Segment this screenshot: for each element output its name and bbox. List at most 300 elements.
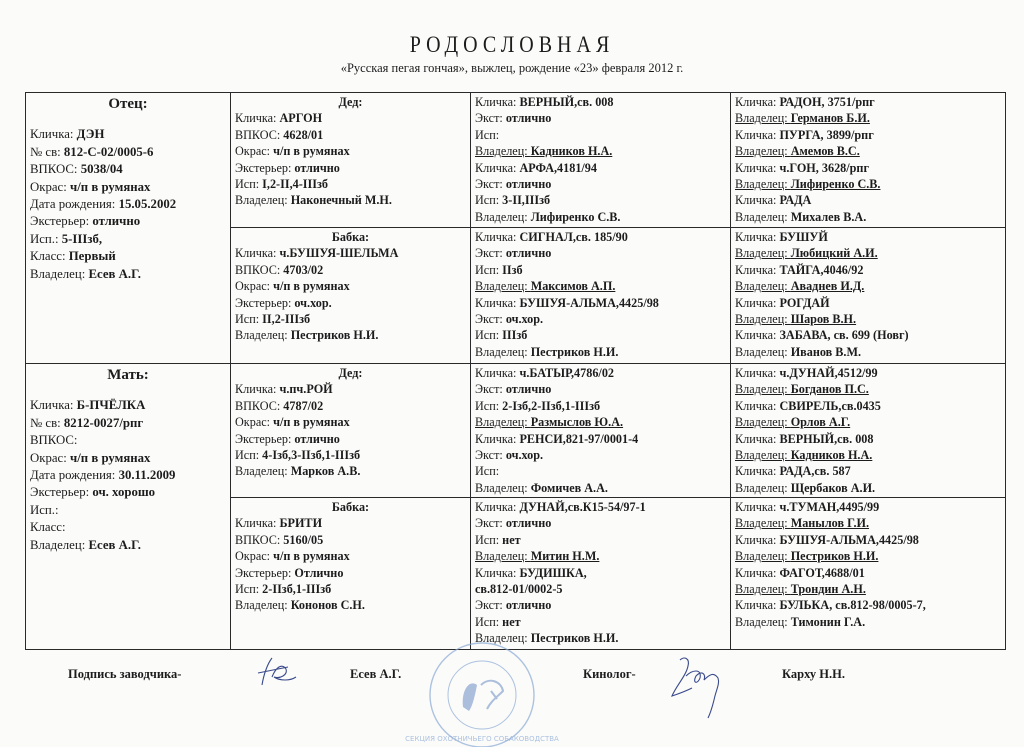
- field-label: Владелец:: [235, 598, 291, 613]
- pedigree-line: [735, 581, 1001, 597]
- pedigree-table: [25, 92, 1006, 650]
- field-value: ВЕРНЫЙ,св. 008: [519, 95, 614, 109]
- field-label: Владелец:: [735, 246, 791, 261]
- pedigree-line: [735, 110, 1001, 126]
- pedigree-lines: [735, 499, 1001, 630]
- pedigree-line: [30, 450, 226, 467]
- field-value: Амемов В.С.: [790, 144, 860, 159]
- field-label: Владелец:: [30, 266, 89, 281]
- field-value: Наконечный М.Н.: [290, 193, 392, 208]
- field-label: Исп:: [475, 127, 500, 142]
- field-label: Класс:: [30, 249, 69, 264]
- field-label: Кличка:: [735, 366, 780, 380]
- pedigree-line: [235, 160, 466, 176]
- pedigree-line: [235, 515, 466, 531]
- field-label: Владелец:: [735, 344, 791, 359]
- field-value: РАДА,св. 587: [779, 464, 851, 479]
- pedigree-line: [735, 94, 1001, 110]
- field-value: ч/п в румянах: [69, 179, 151, 194]
- field-value: отлично: [505, 598, 552, 613]
- field-label: Исп:: [475, 532, 503, 547]
- pedigree-line: [475, 548, 726, 564]
- pedigree-line: [235, 143, 466, 159]
- field-value: Кадников Н.А.: [530, 144, 613, 159]
- field-label: Дата рождения:: [30, 468, 119, 483]
- pedigree-line: [30, 397, 226, 414]
- pedigree-line: [475, 597, 726, 613]
- pedigree-line: [475, 365, 726, 381]
- pedigree-line: [735, 327, 1001, 343]
- field-value: РАДА: [779, 193, 812, 208]
- great-great-grandparents-cell-2: [731, 228, 1006, 364]
- pedigree-line: [735, 614, 1001, 630]
- pedigree-line: [735, 532, 1001, 548]
- pedigree-line: [475, 344, 726, 360]
- pedigree-line: [475, 532, 726, 548]
- field-label: Экст:: [475, 382, 506, 397]
- field-value: IIзб: [502, 262, 523, 277]
- pedigree-line: [475, 127, 726, 143]
- pedigree-line: [735, 447, 1001, 463]
- field-label: Кличка:: [30, 398, 77, 413]
- pedigree-line: [30, 161, 226, 178]
- field-label: ВПКОС:: [235, 532, 284, 547]
- pedigree-line: [30, 179, 226, 196]
- field-value: ч.БАТЫР,4786/02: [519, 366, 615, 380]
- field-value: Михалев В.А.: [790, 209, 867, 224]
- pedigree-line: [735, 515, 1001, 531]
- field-value: 8212-0027/рпг: [63, 415, 144, 430]
- pedigree-line: [735, 229, 1001, 245]
- svg-text:СЕКЦИЯ ОХОТНИЧЬЕГО СОБАКОВОДСТ: СЕКЦИЯ ОХОТНИЧЬЕГО СОБАКОВОДСТВА: [405, 735, 559, 743]
- pedigree-line: [235, 245, 466, 261]
- field-value: СВИРЕЛЬ,св.0435: [779, 398, 881, 413]
- field-value: Манылов Г.И.: [790, 516, 870, 531]
- pedigree-line: [235, 262, 466, 278]
- field-label: Владелец:: [735, 614, 791, 629]
- pedigree-line: [235, 532, 466, 548]
- field-value: ч.ТУМАН,4495/99: [779, 500, 880, 514]
- pedigree-line: [475, 480, 726, 496]
- field-label: Кличка:: [235, 516, 280, 531]
- pedigree-line: [735, 597, 1001, 613]
- great-great-grandparents-cell-1: [731, 93, 1006, 228]
- grandparent-heading: Бабка:: [331, 230, 370, 244]
- pedigree-line: [235, 414, 466, 430]
- field-label: Владелец:: [735, 549, 791, 564]
- field-value: ФАГОТ,4688/01: [779, 565, 865, 580]
- field-value: отлично: [505, 516, 552, 531]
- field-value: ч.БУШУЯ-ШЕЛЬМА: [279, 246, 399, 261]
- great-great-grandparents-cell-3: [731, 364, 1006, 498]
- field-label: Кличка:: [735, 431, 780, 446]
- field-label: Исп:: [475, 614, 503, 629]
- field-label: Экст:: [475, 246, 506, 261]
- field-label: Кличка:: [735, 262, 780, 277]
- pedigree-line: [30, 126, 226, 143]
- field-value: Митин Н.М.: [530, 549, 600, 564]
- pedigree-line: [735, 398, 1001, 414]
- pedigree-line: [735, 431, 1001, 447]
- field-value: Орлов А.Г.: [790, 415, 851, 430]
- field-label: Экстерьер:: [30, 485, 93, 500]
- great-grandparents-cell-1: [471, 93, 731, 228]
- field-label: Кличка:: [235, 246, 280, 261]
- field-value: ч.пч.РОЙ: [279, 382, 333, 397]
- field-value: Кононов С.Н.: [290, 598, 365, 613]
- pedigree-line: [475, 499, 726, 515]
- field-label: Владелец:: [735, 279, 791, 294]
- field-value: Пестриков Н.И.: [790, 549, 879, 564]
- field-label: Класс:: [30, 520, 66, 535]
- field-label: Экст:: [475, 312, 506, 327]
- field-value: отлично: [92, 214, 141, 229]
- pedigree-lines: [735, 365, 1001, 496]
- field-label: Кличка:: [735, 193, 780, 208]
- pedigree-lines: [475, 94, 726, 225]
- field-label: Кличка:: [475, 230, 520, 244]
- document-title: РОДОСЛОВНАЯ: [409, 32, 615, 58]
- field-label: № св:: [30, 144, 64, 159]
- pedigree-line: [735, 143, 1001, 159]
- field-label: Владелец:: [475, 344, 531, 359]
- pedigree-line: [735, 262, 1001, 278]
- pedigree-line: [30, 266, 226, 283]
- pedigree-line: [235, 327, 466, 343]
- pedigree-line: [475, 110, 726, 126]
- pedigree-line: [475, 447, 726, 463]
- field-value: 4628/01: [283, 127, 324, 142]
- pedigree-line: [735, 245, 1001, 261]
- field-value: Иванов В.М.: [790, 344, 862, 359]
- field-value: оч.хор.: [505, 312, 544, 327]
- pedigree-line: [30, 196, 226, 213]
- pedigree-line: [30, 467, 226, 484]
- field-value: Тимонин Г.А.: [790, 614, 866, 629]
- field-value: ч/п в румянах: [273, 549, 350, 564]
- pedigree-line: [30, 537, 226, 554]
- paternal-grandfather-cell: [231, 93, 471, 228]
- field-label: Кличка:: [735, 295, 780, 310]
- field-label: Кличка:: [735, 598, 780, 613]
- pedigree-lines: [475, 229, 726, 360]
- pedigree-line: [735, 381, 1001, 397]
- field-value: IIIзб: [502, 328, 528, 343]
- pedigree-lines: [735, 94, 1001, 225]
- pedigree-line: [475, 311, 726, 327]
- field-label: Исп:: [235, 177, 263, 192]
- pedigree-line: [475, 614, 726, 630]
- pedigree-lines: [235, 381, 466, 479]
- pedigree-line: [475, 398, 726, 414]
- field-value: БУШУЯ-АЛЬМА,4425/98: [519, 295, 659, 310]
- mother-heading: Мать:: [107, 367, 149, 383]
- field-value: отлично: [294, 431, 340, 446]
- field-label: Окрас:: [235, 144, 274, 159]
- cynologist-label: Кинолог-: [583, 667, 636, 681]
- pedigree-line: [475, 245, 726, 261]
- field-value: БУДИШКА,: [519, 565, 587, 580]
- field-value: Шаров В.Н.: [790, 312, 857, 327]
- field-value: ТАЙГА,4046/92: [779, 262, 864, 277]
- field-label: Кличка:: [735, 565, 780, 580]
- field-label: Владелец:: [475, 209, 531, 224]
- pedigree-line: [735, 160, 1001, 176]
- field-value: II,2-IIIзб: [262, 312, 311, 327]
- field-label: ВПКОС:: [235, 127, 284, 142]
- field-value: 15.05.2002: [118, 197, 177, 212]
- field-label: Владелец:: [735, 177, 791, 192]
- field-label: Владелец:: [735, 480, 791, 495]
- field-value: Первый: [68, 249, 116, 264]
- pedigree-line: [475, 327, 726, 343]
- field-value: Пестриков Н.И.: [530, 631, 619, 646]
- pedigree-line: [475, 94, 726, 110]
- field-label: Экст:: [475, 177, 506, 192]
- field-label: ВПКОС:: [30, 433, 78, 448]
- field-value: АРГОН: [279, 111, 323, 126]
- field-value: Лифиренко С.В.: [530, 209, 621, 224]
- field-value: отлично: [505, 177, 552, 192]
- field-label: Экстерьер:: [235, 295, 295, 310]
- pedigree-line: [235, 278, 466, 294]
- field-value: Пестриков Н.И.: [290, 328, 379, 343]
- great-grandparents-cell-2: [471, 228, 731, 364]
- pedigree-lines: [235, 245, 466, 343]
- field-label: Окрас:: [30, 450, 70, 465]
- field-value: Б-ПЧЁЛКА: [76, 398, 146, 413]
- field-value: Трондин А.Н.: [790, 582, 866, 597]
- pedigree-line: [735, 295, 1001, 311]
- pedigree-line: [735, 127, 1001, 143]
- father-cell: [26, 93, 231, 364]
- field-label: Исп:: [235, 312, 263, 327]
- breeder-signature-label: Подпись заводчика-: [68, 667, 182, 681]
- maternal-grandfather-cell: [231, 364, 471, 498]
- field-label: Кличка:: [475, 431, 520, 446]
- mother-cell: [26, 364, 231, 650]
- field-value: 5038/04: [80, 162, 123, 177]
- field-value: ПУРГА, 3899/рпг: [779, 127, 874, 142]
- field-label: Исп:: [235, 582, 263, 597]
- pedigree-line: [235, 597, 466, 613]
- field-label: Исп:: [475, 328, 503, 343]
- field-label: Кличка:: [735, 230, 780, 244]
- field-label: Исп:: [475, 193, 503, 208]
- field-value: отлично: [294, 160, 340, 175]
- field-value: отлично: [505, 246, 552, 261]
- pedigree-line: [735, 176, 1001, 192]
- pedigree-lines: [475, 499, 726, 647]
- field-value: ДУНАЙ,св.К15-54/97-1: [519, 500, 646, 514]
- pedigree-line: [475, 295, 726, 311]
- field-label: Экстерьер:: [235, 160, 295, 175]
- pedigree-line: [235, 398, 466, 414]
- field-label: Кличка:: [735, 532, 780, 547]
- field-value: 4-Iзб,3-IIзб,1-IIIзб: [262, 448, 361, 463]
- field-label: Экст:: [475, 111, 506, 126]
- field-value: РОГДАЙ: [779, 295, 830, 310]
- field-value: Лифиренко С.В.: [790, 177, 881, 192]
- field-label: Владелец:: [735, 209, 791, 224]
- round-seal-stamp-icon: [405, 655, 559, 747]
- maternal-grandmother-cell: [231, 498, 471, 650]
- field-label: Кличка:: [235, 111, 280, 126]
- field-label: Владелец:: [475, 415, 531, 430]
- field-label: Владелец:: [735, 382, 791, 397]
- field-label: Экстерьер:: [235, 431, 295, 446]
- field-value: СИГНАЛ,св. 185/90: [519, 230, 628, 244]
- field-label: Исп:: [475, 464, 500, 479]
- field-label: Дата рождения:: [30, 197, 119, 212]
- pedigree-line: [30, 231, 226, 248]
- field-value: св.812-01/0002-5: [475, 582, 563, 597]
- field-value: БУШУЯ-АЛЬМА,4425/98: [779, 532, 919, 547]
- field-label: ВПКОС:: [235, 398, 284, 413]
- field-value: отлично: [505, 111, 552, 126]
- field-value: Есев А.Г.: [88, 537, 141, 552]
- pedigree-line: [475, 381, 726, 397]
- field-value: РАДОН, 3751/рпг: [779, 95, 875, 109]
- pedigree-line: [235, 463, 466, 479]
- field-label: Кличка:: [475, 500, 520, 514]
- field-value: 5-IIIзб,: [61, 231, 103, 246]
- field-value: 2-IIзб,1-IIIзб: [262, 582, 332, 597]
- field-value: Германов Б.И.: [790, 111, 870, 126]
- pedigree-line: [475, 463, 726, 479]
- field-value: оч. хорошо: [92, 485, 156, 500]
- field-value: ч/п в румянах: [273, 279, 350, 294]
- field-label: Кличка:: [735, 500, 780, 514]
- pedigree-line: [475, 176, 726, 192]
- field-value: Любицкий А.И.: [790, 246, 878, 261]
- field-value: БУШУЙ: [779, 230, 828, 244]
- field-label: Кличка:: [475, 565, 520, 580]
- great-great-grandparents-cell-4: [731, 498, 1006, 650]
- field-label: Окрас:: [235, 415, 274, 430]
- pedigree-lines: [475, 365, 726, 496]
- pedigree-line: [475, 630, 726, 646]
- field-label: Экст:: [475, 516, 506, 531]
- pedigree-line: [735, 278, 1001, 294]
- field-label: Владелец:: [235, 193, 291, 208]
- pedigree-line: [30, 502, 226, 519]
- breeder-name: Есев А.Г.: [350, 667, 402, 681]
- field-value: ЗАБАВА, св. 699 (Новг): [779, 328, 909, 343]
- field-value: 30.11.2009: [118, 468, 176, 483]
- pedigree-lines: [235, 515, 466, 613]
- field-value: 2-Iзб,2-IIзб,1-IIIзб: [502, 398, 601, 413]
- field-value: БРИТИ: [279, 516, 323, 531]
- pedigree-line: [30, 144, 226, 161]
- field-label: Экстерьер:: [235, 565, 295, 580]
- field-label: Владелец:: [475, 279, 531, 294]
- field-value: отлично: [505, 382, 552, 397]
- field-label: Кличка:: [735, 160, 780, 175]
- pedigree-lines: [30, 397, 226, 554]
- field-value: 812-С-02/0005-6: [63, 144, 154, 159]
- pedigree-lines: [235, 110, 466, 208]
- field-label: Владелец:: [735, 516, 791, 531]
- pedigree-line: [30, 519, 226, 536]
- field-value: нет: [502, 532, 521, 547]
- pedigree-line: [735, 480, 1001, 496]
- pedigree-line: [235, 295, 466, 311]
- pedigree-line: [235, 311, 466, 327]
- pedigree-line: [235, 176, 466, 192]
- field-label: Владелец:: [475, 549, 531, 564]
- field-label: Владелец:: [735, 582, 791, 597]
- pedigree-line: [735, 499, 1001, 515]
- field-value: АРФА,4181/94: [519, 160, 597, 175]
- pedigree-line: [475, 515, 726, 531]
- pedigree-line: [475, 229, 726, 245]
- pedigree-line: [475, 262, 726, 278]
- field-label: Владелец:: [475, 144, 531, 159]
- field-label: Окрас:: [235, 279, 274, 294]
- pedigree-line: [235, 127, 466, 143]
- field-value: Есев А.Г.: [88, 266, 141, 281]
- field-label: Владелец:: [235, 464, 291, 479]
- pedigree-line: [735, 311, 1001, 327]
- pedigree-line: [475, 160, 726, 176]
- field-value: ч/п в румянах: [273, 144, 350, 159]
- field-label: Исп:: [475, 398, 503, 413]
- field-label: Кличка:: [30, 127, 77, 142]
- field-value: ч.ГОН, 3628/рпг: [779, 160, 869, 175]
- field-label: Кличка:: [735, 398, 780, 413]
- field-label: Владелец:: [30, 537, 89, 552]
- pedigree-line: [30, 432, 226, 449]
- field-label: № св:: [30, 415, 64, 430]
- pedigree-line: [475, 143, 726, 159]
- field-value: ДЭН: [76, 127, 105, 142]
- field-label: Окрас:: [235, 549, 274, 564]
- pedigree-line: [30, 415, 226, 432]
- field-label: Владелец:: [475, 631, 531, 646]
- field-value: ч.ДУНАЙ,4512/99: [779, 366, 878, 380]
- pedigree-line: [235, 192, 466, 208]
- grandparent-heading: Дед:: [338, 95, 363, 109]
- field-value: Размыслов Ю.А.: [530, 415, 624, 430]
- field-value: ч/п в румянах: [273, 415, 350, 430]
- handwritten-signature-icon: [662, 650, 742, 720]
- field-value: нет: [502, 614, 521, 629]
- field-value: БУЛЬКА, св.812-98/0005-7,: [779, 598, 926, 613]
- field-label: Кличка:: [735, 127, 780, 142]
- field-value: Марков А.В.: [290, 464, 361, 479]
- field-value: 4787/02: [283, 398, 324, 413]
- great-grandparents-cell-3: [471, 364, 731, 498]
- field-value: Пестриков Н.И.: [530, 344, 619, 359]
- pedigree-line: [235, 110, 466, 126]
- field-label: Кличка:: [475, 366, 520, 380]
- field-label: Владелец:: [735, 448, 791, 463]
- pedigree-line: [235, 447, 466, 463]
- field-label: Окрас:: [30, 179, 70, 194]
- pedigree-line: [735, 365, 1001, 381]
- pedigree-line: [475, 192, 726, 208]
- field-value: ч/п в румянах: [69, 450, 151, 465]
- field-label: Экст:: [475, 448, 506, 463]
- field-value: Аваднев И.Д.: [790, 279, 865, 294]
- field-value: Щербаков А.И.: [790, 480, 876, 495]
- pedigree-lines: [30, 126, 226, 283]
- pedigree-line: [475, 278, 726, 294]
- pedigree-line: [475, 565, 726, 581]
- pedigree-line: [735, 565, 1001, 581]
- field-label: Владелец:: [735, 312, 791, 327]
